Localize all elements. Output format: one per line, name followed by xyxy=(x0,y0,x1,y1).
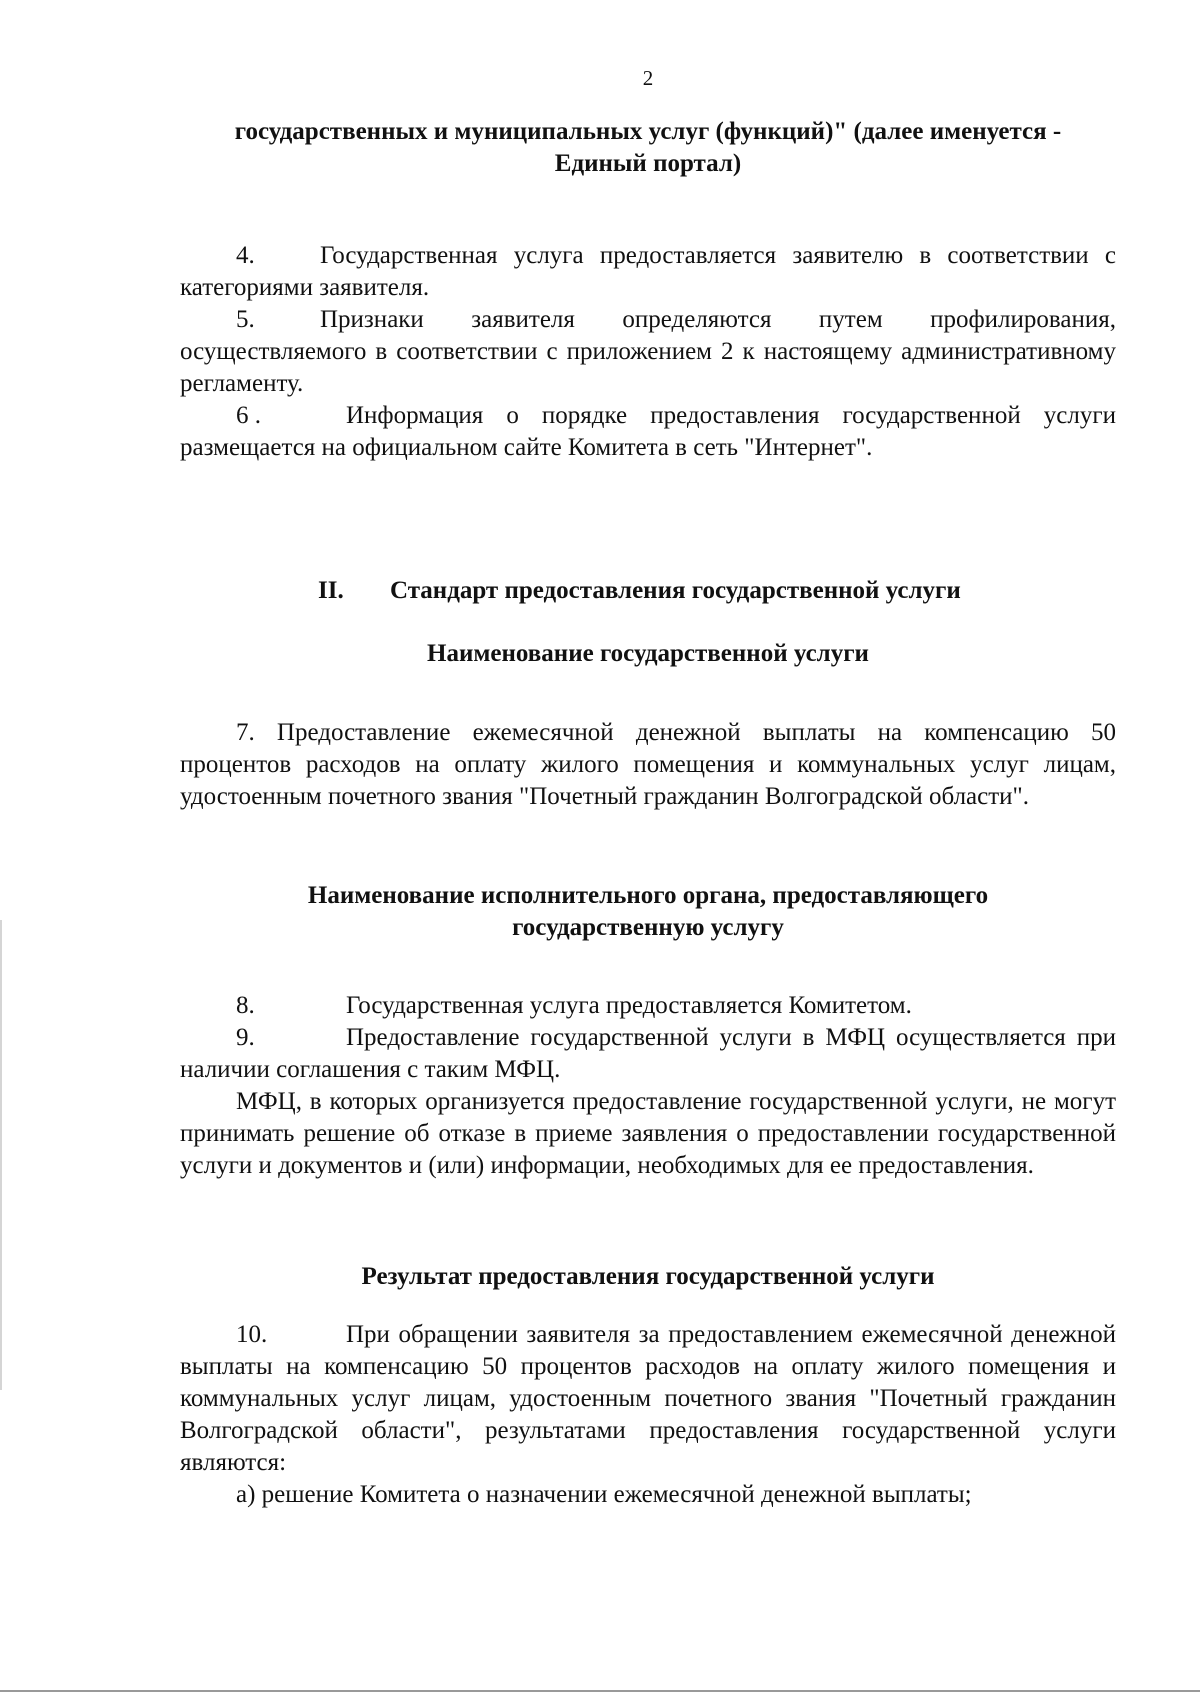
item-number: 8. xyxy=(236,992,255,1019)
item-text: Информация о порядке предоставления государственной услуги размещается на официальном сайте Комитета в сеть "Интернет". xyxy=(180,402,1116,461)
item-number: 6 . xyxy=(236,402,261,429)
section-heading xyxy=(318,575,1118,607)
section-number: II. xyxy=(318,577,344,604)
scan-edge-artifact xyxy=(0,920,2,1390)
paragraph-item-8 xyxy=(180,990,1116,1022)
intro-heading-line2: Единый портал) xyxy=(554,150,742,177)
paragraph-item-5 xyxy=(180,304,1116,400)
subheading-executive-body-line2: государственную услугу xyxy=(512,914,784,941)
item-number: 9. xyxy=(236,1024,255,1051)
subheading-service-name: Наименование государственной услуги xyxy=(427,640,869,667)
item-number: 5. xyxy=(236,306,255,333)
item-number: 4. xyxy=(236,242,255,269)
paragraph-item-9 xyxy=(180,1022,1116,1086)
paragraph-item-10 xyxy=(180,1319,1116,1479)
intro-heading xyxy=(180,116,1116,180)
page-number: 2 xyxy=(642,66,654,90)
section-title: Стандарт предоставления государственной услуги xyxy=(390,577,961,604)
item-text: При обращении заявителя за предоставлением ежемесячной денежной выплаты на компенсацию 50 процентов расходов на оплату жилого помещения и коммунальных услуг лицам, удостоенным почетного звания "Почетный гражданин Волгоградской области", результатами предоставления государственной услуги являются: xyxy=(180,1321,1116,1476)
item-text: Предоставление государственной услуги в МФЦ осуществляется при наличии соглашения с таким МФЦ. xyxy=(180,1024,1116,1083)
paragraph-item-4 xyxy=(180,240,1116,304)
subheading-result: Результат предоставления государственной услуги xyxy=(361,1263,935,1290)
item-text: Государственная услуга предоставляется Комитетом. xyxy=(346,992,912,1019)
item-text: Государственная услуга предоставляется заявителю в соответствии с категориями заявителя. xyxy=(180,242,1116,301)
scan-bottom-edge xyxy=(0,1690,1200,1692)
subheading-executive-body xyxy=(180,880,1116,944)
subheading-executive-body-line1: Наименование исполнительного органа, предоставляющего xyxy=(307,882,989,909)
item-number: 10. xyxy=(236,1321,268,1348)
paragraph-mfc: МФЦ, в которых организуется предоставление государственной услуги, не могут принимать решение об отказе в приеме заявления о предоставлении государственной услуги и документов и (или) информации, необходимых для ее предоставления. xyxy=(180,1088,1116,1179)
paragraph-item-7: 7. Предоставление ежемесячной денежной выплаты на компенсацию 50 процентов расходов на оплату жилого помещения и коммунальных услуг лицам, удостоенным почетного звания "Почетный гражданин Волгоградской области". xyxy=(180,719,1116,810)
item-text: Признаки заявителя определяются путем профилирования, осуществляемого в соответствии с приложением 2 к настоящему административному регламенту. xyxy=(180,306,1116,397)
paragraph-item-6 xyxy=(180,400,1116,464)
paragraph-item-10-a: а) решение Комитета о назначении ежемесячной денежной выплаты; xyxy=(236,1481,972,1508)
intro-heading-line1: государственных и муниципальных услуг (функций)" (далее именуется - xyxy=(234,118,1062,145)
